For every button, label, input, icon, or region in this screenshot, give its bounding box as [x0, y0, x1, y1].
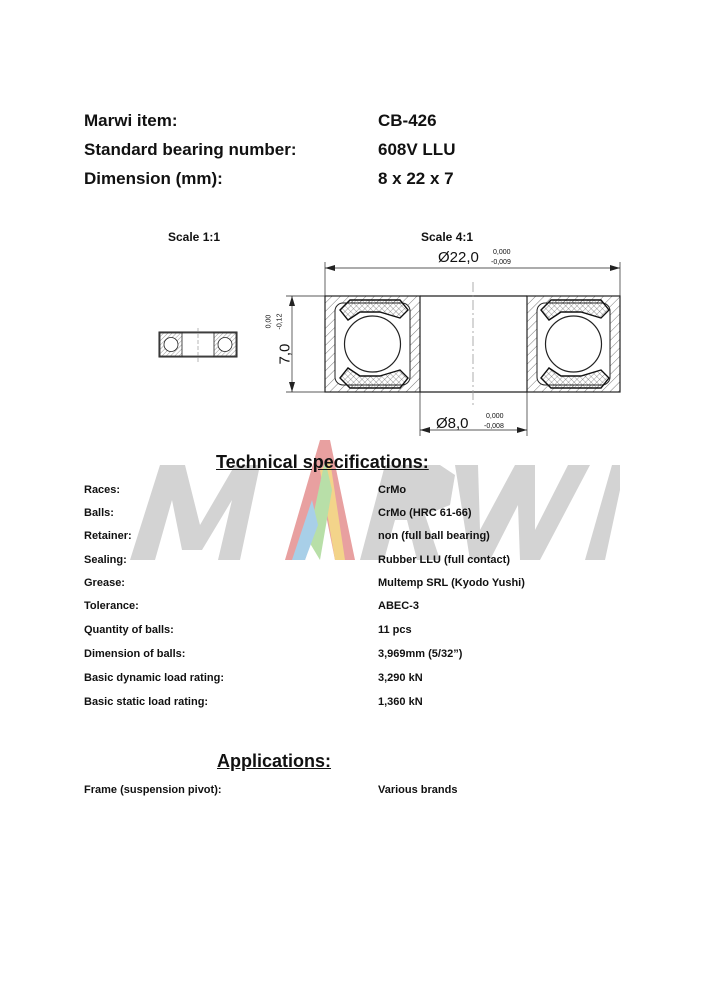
application-row [84, 784, 644, 802]
bearing-drawing [0, 240, 707, 450]
inner-tol-upper: 0,000 [486, 413, 504, 420]
width-tol-lower: -0,12 [276, 313, 284, 330]
large-bearing-view [325, 282, 620, 408]
outer-diameter-text: Ø22,0 [438, 249, 479, 266]
spec-row [84, 624, 644, 642]
spec-value: CrMo (HRC 61-66) [378, 507, 472, 519]
application-label: Frame (suspension pivot): [84, 784, 222, 796]
spec-value: ABEC-3 [378, 600, 419, 612]
spec-row [84, 600, 644, 618]
spec-row [84, 507, 644, 525]
spec-value: Rubber LLU (full contact) [378, 554, 510, 566]
spec-label: Basic static load rating: [84, 696, 209, 708]
width-tol-upper: 0,00 [265, 314, 273, 329]
spec-label: Balls: [84, 507, 114, 519]
outer-tol-lower: -0,009 [491, 259, 511, 266]
spec-label: Tolerance: [84, 600, 139, 612]
spec-label: Basic dynamic load rating: [84, 672, 224, 684]
dimension-value: 8 x 22 x 7 [378, 169, 454, 188]
outer-tol-upper: 0,000 [493, 249, 511, 256]
spec-label: Grease: [84, 577, 125, 589]
spec-label: Races: [84, 484, 121, 496]
spec-value: Multemp SRL (Kyodo Yushi) [378, 577, 525, 589]
spec-value: 3,969mm (5/32”) [378, 648, 463, 660]
spec-value: non (full ball bearing) [378, 530, 490, 542]
inner-diameter-text: Ø8,0 [436, 415, 469, 432]
spec-row [84, 577, 644, 595]
item-number-label: Marwi item: [84, 111, 178, 130]
item-number-value: CB-426 [378, 111, 437, 130]
scale-small-label: Scale 1:1 [168, 230, 221, 244]
spec-label: Quantity of balls: [84, 624, 174, 636]
spec-row [84, 554, 644, 572]
spec-value: 3,290 kN [378, 672, 423, 684]
dimension-label: Dimension (mm): [84, 169, 223, 188]
width-text: 7,0 [276, 343, 294, 365]
spec-label: Dimension of balls: [84, 648, 186, 660]
bearing-number-label: Standard bearing number: [84, 140, 297, 159]
spec-label: Sealing: [84, 554, 127, 566]
outer-diameter-dimension [325, 262, 620, 296]
spec-value: CrMo [378, 484, 407, 496]
spec-row [84, 484, 644, 502]
technical-specs-title: Technical specifications: [216, 452, 429, 472]
applications-title: Applications: [217, 751, 332, 771]
small-bearing-view [159, 328, 237, 362]
scale-large-label: Scale 4:1 [421, 230, 474, 244]
spec-row [84, 648, 644, 666]
spec-value: 11 pcs [378, 624, 412, 636]
spec-label: Retainer: [84, 530, 132, 542]
bearing-number-value: 608V LLU [378, 140, 456, 159]
spec-row [84, 530, 644, 548]
inner-tol-lower: -0,008 [484, 423, 504, 430]
application-value: Various brands [378, 784, 458, 796]
spec-row [84, 672, 644, 690]
spec-value: 1,360 kN [378, 696, 423, 708]
spec-row [84, 696, 644, 714]
